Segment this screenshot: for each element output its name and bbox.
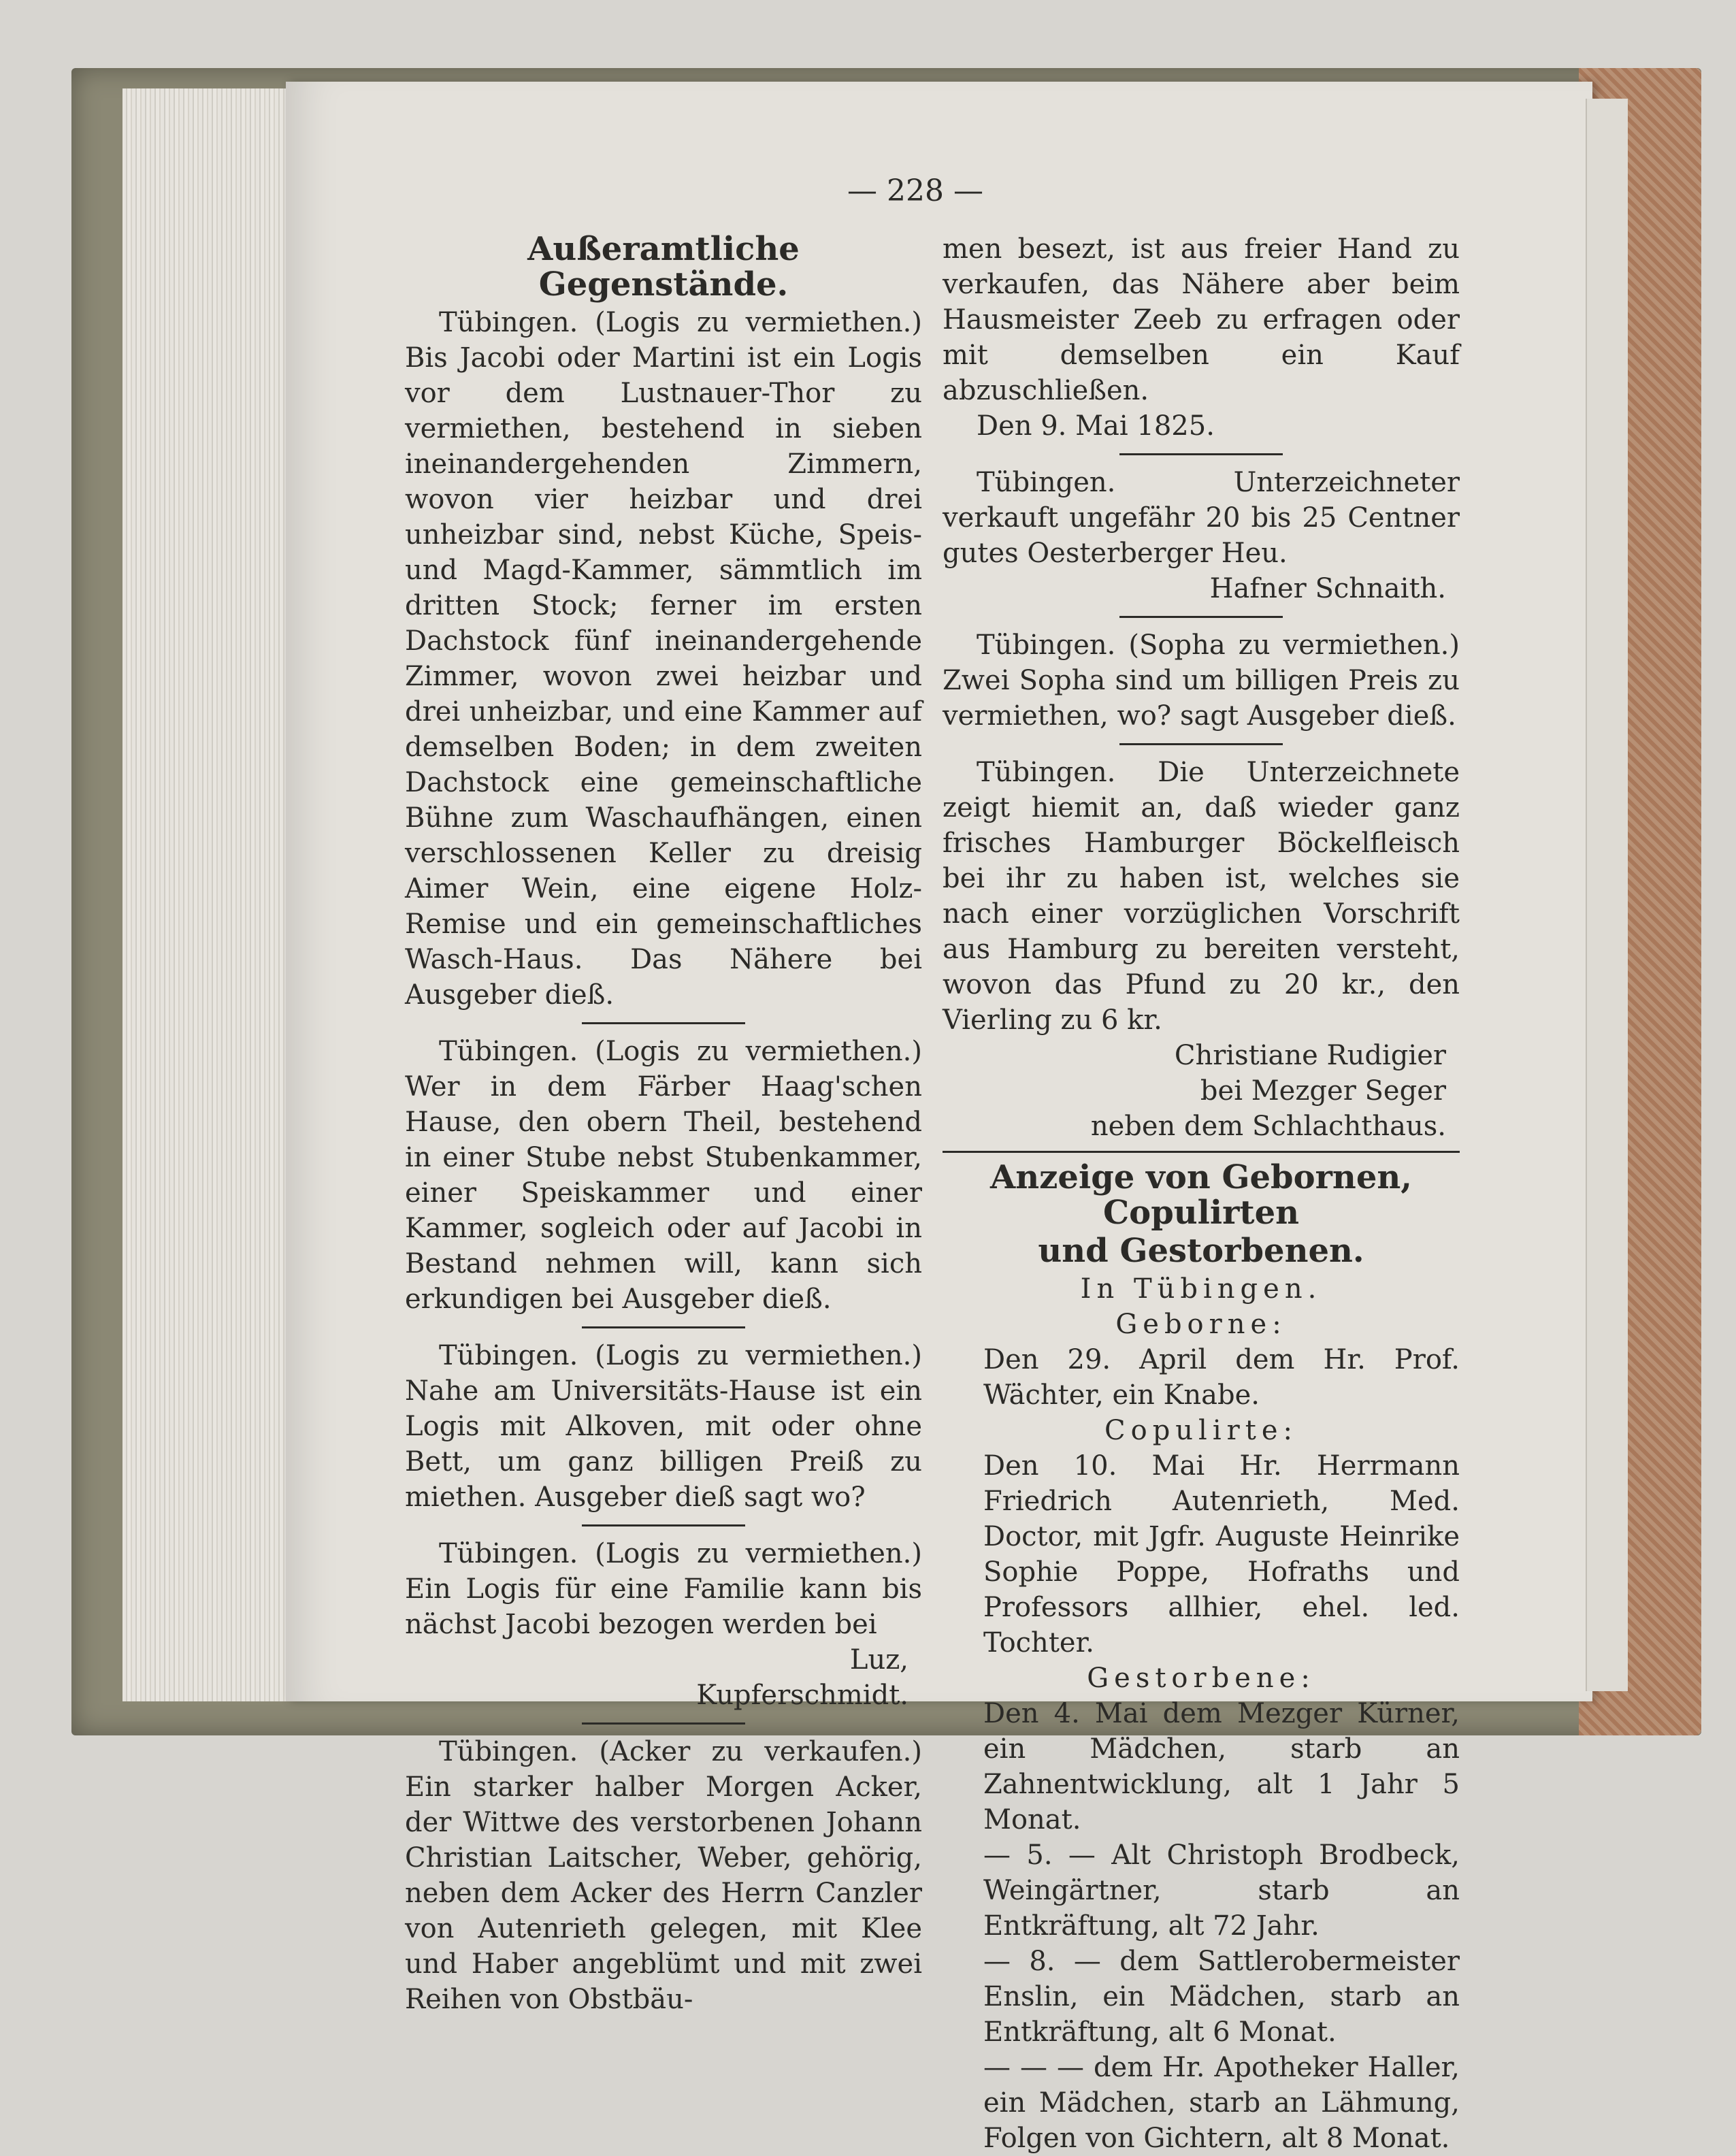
ad-logis-lustnauer: Tübingen. (Logis zu vermiethen.) Bis Jacobi oder Martini ist ein Logis vor dem Lustnauer-Thor zu vermiethen, bestehend in sieben ineinandergehenden Zimmern, wovon vier heizbar und drei unheizbar sind, nebst Küche, Speis- und Magd-Kammer, sämmtlich im dritten Stock; ferner im ersten Dachstock fünf ineinandergehende Zimmer, wovon zwei heizbar und drei unheizbar, und eine Kammer auf demselben Boden; in dem zweiten Dachstock eine gemeinschaftliche Bühne zum Waschaufhängen, einen verschlossenen Keller zu dreisig Aimer Wein, eine eigene Holz-Remise und ein gemeinschaftliches Wasch-Haus. Das Nähere bei Ausgeber dieß. xyxy=(405,307,922,1011)
separator-rule xyxy=(582,1524,745,1526)
place-heading: In Tübingen. xyxy=(1080,1273,1322,1305)
born-entry: Den 29. April dem Hr. Prof. Wächter, ein Knabe. xyxy=(983,1344,1460,1411)
separator-rule xyxy=(1119,453,1283,455)
separator-rule xyxy=(1119,616,1283,618)
signature-name: Luz, xyxy=(849,1644,908,1676)
died-entry: Den 4. Mai dem Mezger Kürner, ein Mädchen, starb an Zahnentwicklung, alt 1 Jahr 5 Monat. xyxy=(983,1698,1460,1835)
separator-rule-full xyxy=(943,1151,1460,1153)
died-entry: — 5. — Alt Christoph Brodbeck, Weingärtner, starb an Entkräftung, alt 72 Jahr. xyxy=(983,1840,1460,1942)
notice-title-1: Anzeige von Gebornen, Copulirten xyxy=(990,1158,1412,1232)
signature-seger: bei Mezger Seger xyxy=(1200,1075,1446,1107)
ad-sopha: Tübingen. (Sopha zu vermiethen.) Zwei Sopha sind um billigen Preis zu vermiethen, wo? sagt Ausgeber dieß. xyxy=(943,630,1460,732)
section-heading: Außeramtliche Gegenstände. xyxy=(527,230,800,304)
signature-trade: Kupferschmidt. xyxy=(696,1680,908,1711)
separator-rule xyxy=(582,1722,745,1725)
ad-boeckelfleisch: Tübingen. Die Unterzeichnete zeigt hiemit an, daß wieder ganz frisches Hamburger Böckelfleisch bei ihr zu haben ist, welches sie nach einer vorzüglichen Vorschrift aus Hamburg zu bereiten versteht, wovon das Pfund zu 20 kr., den Vierling zu 6 kr. xyxy=(943,757,1460,1036)
ad-heu-verkauf: Tübingen. Unterzeichneter verkauft ungefähr 20 bis 25 Centner gutes Oesterberger Heu. xyxy=(943,467,1460,569)
signature-hafner: Hafner Schnaith. xyxy=(1209,573,1446,604)
left-column xyxy=(405,231,922,2017)
notice-title-2: und Gestorbenen. xyxy=(1038,1232,1364,1270)
married-heading: Copulirte: xyxy=(1104,1415,1298,1446)
signature-rudigier: Christiane Rudigier xyxy=(1174,1040,1446,1071)
separator-rule xyxy=(582,1022,745,1024)
ad-acker-continued: men besezt, ist aus freier Hand zu verkaufen, das Nähere aber beim Hausmeister Zeeb zu erfragen oder mit demselben ein Kauf abzuschließen. xyxy=(943,233,1460,406)
page-right-edge xyxy=(1586,99,1628,1691)
died-entry: — — — dem Hr. Apotheker Haller, ein Mädchen, starb an Lähmung, Folgen von Gichtern, alt 8 Monat. xyxy=(983,2052,1460,2154)
separator-rule xyxy=(582,1326,745,1328)
ad-logis-familie: Tübingen. (Logis zu vermiethen.) Ein Logis für eine Familie kann bis nächst Jacobi bezogen werden bei xyxy=(405,1538,922,1640)
ad-logis-haag: Tübingen. (Logis zu vermiethen.) Wer in dem Färber Haag'schen Hause, den obern Theil, bestehend in einer Stube nebst Stubenkammer, einer Speiskammer und einer Kammer, sogleich oder auf Jacobi in Bestand nehmen will, kann sich erkundigen bei Ausgeber dieß. xyxy=(405,1036,922,1315)
separator-rule xyxy=(1119,743,1283,745)
died-entry: — 8. — dem Sattlerobermeister Enslin, ein Mädchen, starb an Entkräftung, alt 6 Monat. xyxy=(983,1946,1460,2048)
signature-schlachthaus: neben dem Schlachthaus. xyxy=(1090,1111,1446,1142)
page-number: — 228 — xyxy=(847,174,983,208)
ad-logis-universitaet: Tübingen. (Logis zu vermiethen.) Nahe am Universitäts-Hause ist ein Logis mit Alkoven, mit oder ohne Bett, um ganz billigen Preiß zu miethen. Ausgeber dieß sagt wo? xyxy=(405,1340,922,1513)
ad-date: Den 9. Mai 1825. xyxy=(977,410,1215,442)
died-heading: Gestorbene: xyxy=(1087,1663,1315,1694)
ad-acker-verkaufen: Tübingen. (Acker zu verkaufen.) Ein starker halber Morgen Acker, der Wittwe des verstorbenen Johann Christian Laitscher, Weber, gehörig, neben dem Acker des Herrn Canzler von Autenrieth gelegen, mit Klee und Haber angeblümt und mit zwei Reihen von Obstbäu- xyxy=(405,1736,922,2015)
right-column xyxy=(943,231,1460,2156)
married-entry: Den 10. Mai Hr. Herrmann Friedrich Autenrieth, Med. Doctor, mit Jgfr. Auguste Heinrike Sophie Poppe, Hofraths und Professors allhier, ehel. led. Tochter. xyxy=(983,1450,1460,1659)
born-heading: Geborne: xyxy=(1115,1309,1287,1340)
